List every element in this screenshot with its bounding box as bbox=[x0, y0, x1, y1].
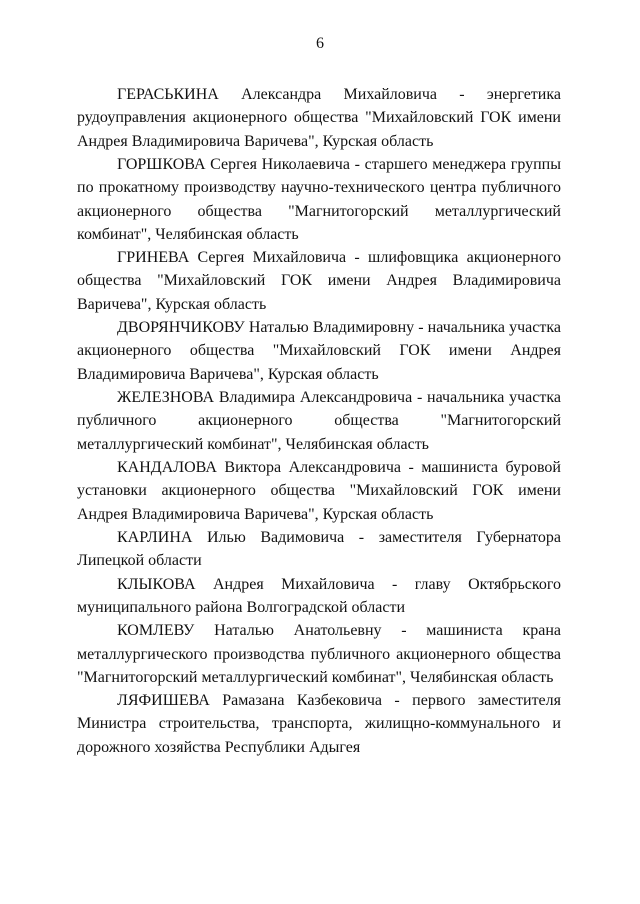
list-item: КЛЫКОВА Андрея Михайловича - главу Октябрьского муниципального района Волгоградской области bbox=[77, 575, 561, 616]
list-item: ГРИНЕВА Сергея Михайловича - шлифовщика акционерного общества "Михайловский ГОК имени Андрея Владимировича Варичева", Курская область bbox=[77, 249, 561, 313]
list-item: ГЕРАСЬКИНА Александра Михайловича - энергетика рудоуправления акционерного общества "Михайловский ГОК имени Андрея Владимировича Варичева", Курская область bbox=[77, 86, 561, 150]
list-item: ЖЕЛЕЗНОВА Владимира Александровича - начальника участка публичного акционерного общества "Магнитогорский металлургический комбинат", Челябинская область bbox=[77, 389, 561, 453]
list-item: ЛЯФИШЕВА Рамазана Казбековича - первого заместителя Министра строительства, транспорта, жилищно-коммунального и дорожного хозяйства Республики Адыгея bbox=[77, 692, 561, 756]
list-item: ДВОРЯНЧИКОВУ Наталью Владимировну - начальника участка акционерного общества "Михайловский ГОК имени Андрея Владимировича Варичева", Курская область bbox=[77, 319, 561, 383]
list-item: КОМЛЕВУ Наталью Анатольевну - машиниста крана металлургического производства публичного акционерного общества "Магнитогорский металлургический комбинат", Челябинская область bbox=[77, 622, 561, 686]
page-number: 6 bbox=[316, 35, 324, 52]
list-item: КАНДАЛОВА Виктора Александровича - машиниста буровой установки акционерного общества "Михайловский ГОК имени Андрея Владимировича Варичева", Курская область bbox=[77, 458, 561, 523]
list-item: ГОРШКОВА Сергея Николаевича - старшего менеджера группы по прокатному производству научно-технического центра публичного акционерного общества "Магнитогорский металлургический комбинат", Челябинская область bbox=[77, 155, 561, 243]
award-list bbox=[77, 83, 561, 759]
list-item: КАРЛИНА Илью Вадимовича - заместителя Губернатора Липецкой области bbox=[77, 528, 561, 570]
